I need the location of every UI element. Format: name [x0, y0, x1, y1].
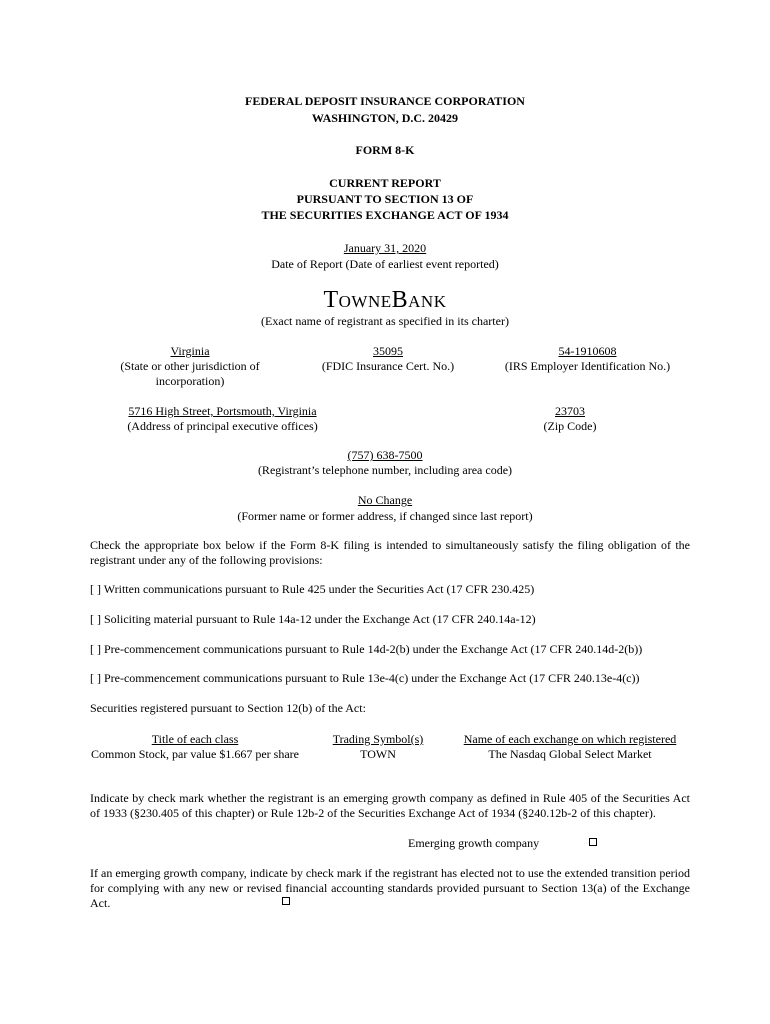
zip-label: (Zip Code)	[543, 419, 597, 433]
egc-indicate-text: Indicate by check mark whether the registrant is an emerging growth company as defined in Rule 405 of the Securities Act of 1933 (§230.405 of this chapter) or Rule 12b-2 of the Securities Exchange Act of 1934 (§240.12b-2 of this chapter).	[90, 791, 690, 820]
irs-label: (IRS Employer Identification No.)	[504, 359, 671, 373]
report-title-line1: CURRENT REPORT	[329, 176, 441, 190]
report-title-line3: THE SECURITIES EXCHANGE ACT OF 1934	[261, 208, 509, 222]
fdic-value: 35095	[373, 344, 403, 358]
fdic-block	[298, 344, 478, 374]
table-cell-title: Common Stock, par value $1.667 per share	[91, 747, 299, 761]
state-label-line1: (State or other jurisdiction of	[120, 359, 260, 373]
report-title-line2: PURSUANT TO SECTION 13 OF	[296, 192, 474, 206]
irs-value: 54-1910608	[558, 344, 617, 358]
table-header-symbol: Trading Symbol(s)	[332, 732, 424, 746]
table-header-title: Title of each class	[151, 732, 239, 746]
logo-part-4: ANK	[408, 292, 447, 311]
former-name-value: No Change	[357, 493, 413, 507]
form-title: FORM 8-K	[355, 143, 415, 157]
table-cell-exchange: The Nasdaq Global Select Market	[488, 747, 652, 761]
state-value: Virginia	[170, 344, 210, 358]
former-name-label: (Former name or former address, if changed since last report)	[237, 509, 533, 523]
provision-rule-13e-4c: [ ] Pre-commencement communications pursuant to Rule 13e-4(c) under the Exchange Act (17 CFR 240.13e-4(c))	[90, 671, 640, 685]
address-block	[110, 404, 335, 434]
provision-rule-425: [ ] Written communications pursuant to Rule 425 under the Securities Act (17 CFR 230.425)	[90, 582, 535, 596]
report-date-label: Date of Report (Date of earliest event reported)	[271, 257, 499, 271]
securities-col-exchange	[450, 732, 690, 762]
agency-city: WASHINGTON, D.C. 20429	[311, 111, 459, 125]
state-block	[100, 344, 280, 389]
logo-part-3: B	[391, 287, 409, 313]
securities-col-title	[80, 732, 310, 762]
phone-label: (Registrant’s telephone number, including area code)	[257, 463, 513, 477]
address-value: 5716 High Street, Portsmouth, Virginia	[128, 404, 317, 418]
phone-value: (757) 638-7500	[347, 448, 423, 462]
provision-rule-14d-2b: [ ] Pre-commencement communications pursuant to Rule 14d-2(b) under the Exchange Act (17 CFR 240.14d-2(b))	[90, 642, 643, 656]
egc-checkbox[interactable]	[589, 838, 597, 846]
state-label-line2: incorporation)	[155, 374, 225, 388]
zip-value: 23703	[555, 404, 585, 418]
registrant-name-label: (Exact name of registrant as specified in its charter)	[261, 314, 509, 328]
table-cell-symbol: TOWN	[360, 747, 396, 761]
egc-label: Emerging growth company	[408, 836, 540, 850]
address-label: (Address of principal executive offices)	[127, 419, 318, 433]
zip-block	[510, 404, 630, 434]
registrant-logo	[0, 287, 770, 314]
agency-title: FEDERAL DEPOSIT INSURANCE CORPORATION	[245, 94, 525, 108]
transition-checkbox[interactable]	[282, 897, 290, 905]
check-box-instructions: Check the appropriate box below if the Form 8-K filing is intended to simultaneously satisfy the filing obligation of the registrant under any of the following provisions:	[90, 538, 690, 567]
provision-rule-14a-12: [ ] Soliciting material pursuant to Rule 14a-12 under the Exchange Act (17 CFR 240.14a-12)	[90, 612, 536, 626]
irs-block	[490, 344, 685, 374]
securities-heading: Securities registered pursuant to Section 12(b) of the Act:	[90, 701, 366, 715]
securities-col-symbol	[318, 732, 438, 762]
table-header-exchange: Name of each exchange on which registered	[463, 732, 677, 746]
logo-part-1: T	[323, 287, 339, 313]
logo-part-2: OWNE	[338, 292, 392, 311]
fdic-label: (FDIC Insurance Cert. No.)	[321, 359, 455, 373]
egc-transition-text: If an emerging growth company, indicate by check mark if the registrant has elected not to use the extended transition period for complying with any new or revised financial accounting standards provided pursuant to Section 13(a) of the Exchange Act.	[90, 866, 690, 910]
report-date-value: January 31, 2020	[343, 241, 427, 255]
